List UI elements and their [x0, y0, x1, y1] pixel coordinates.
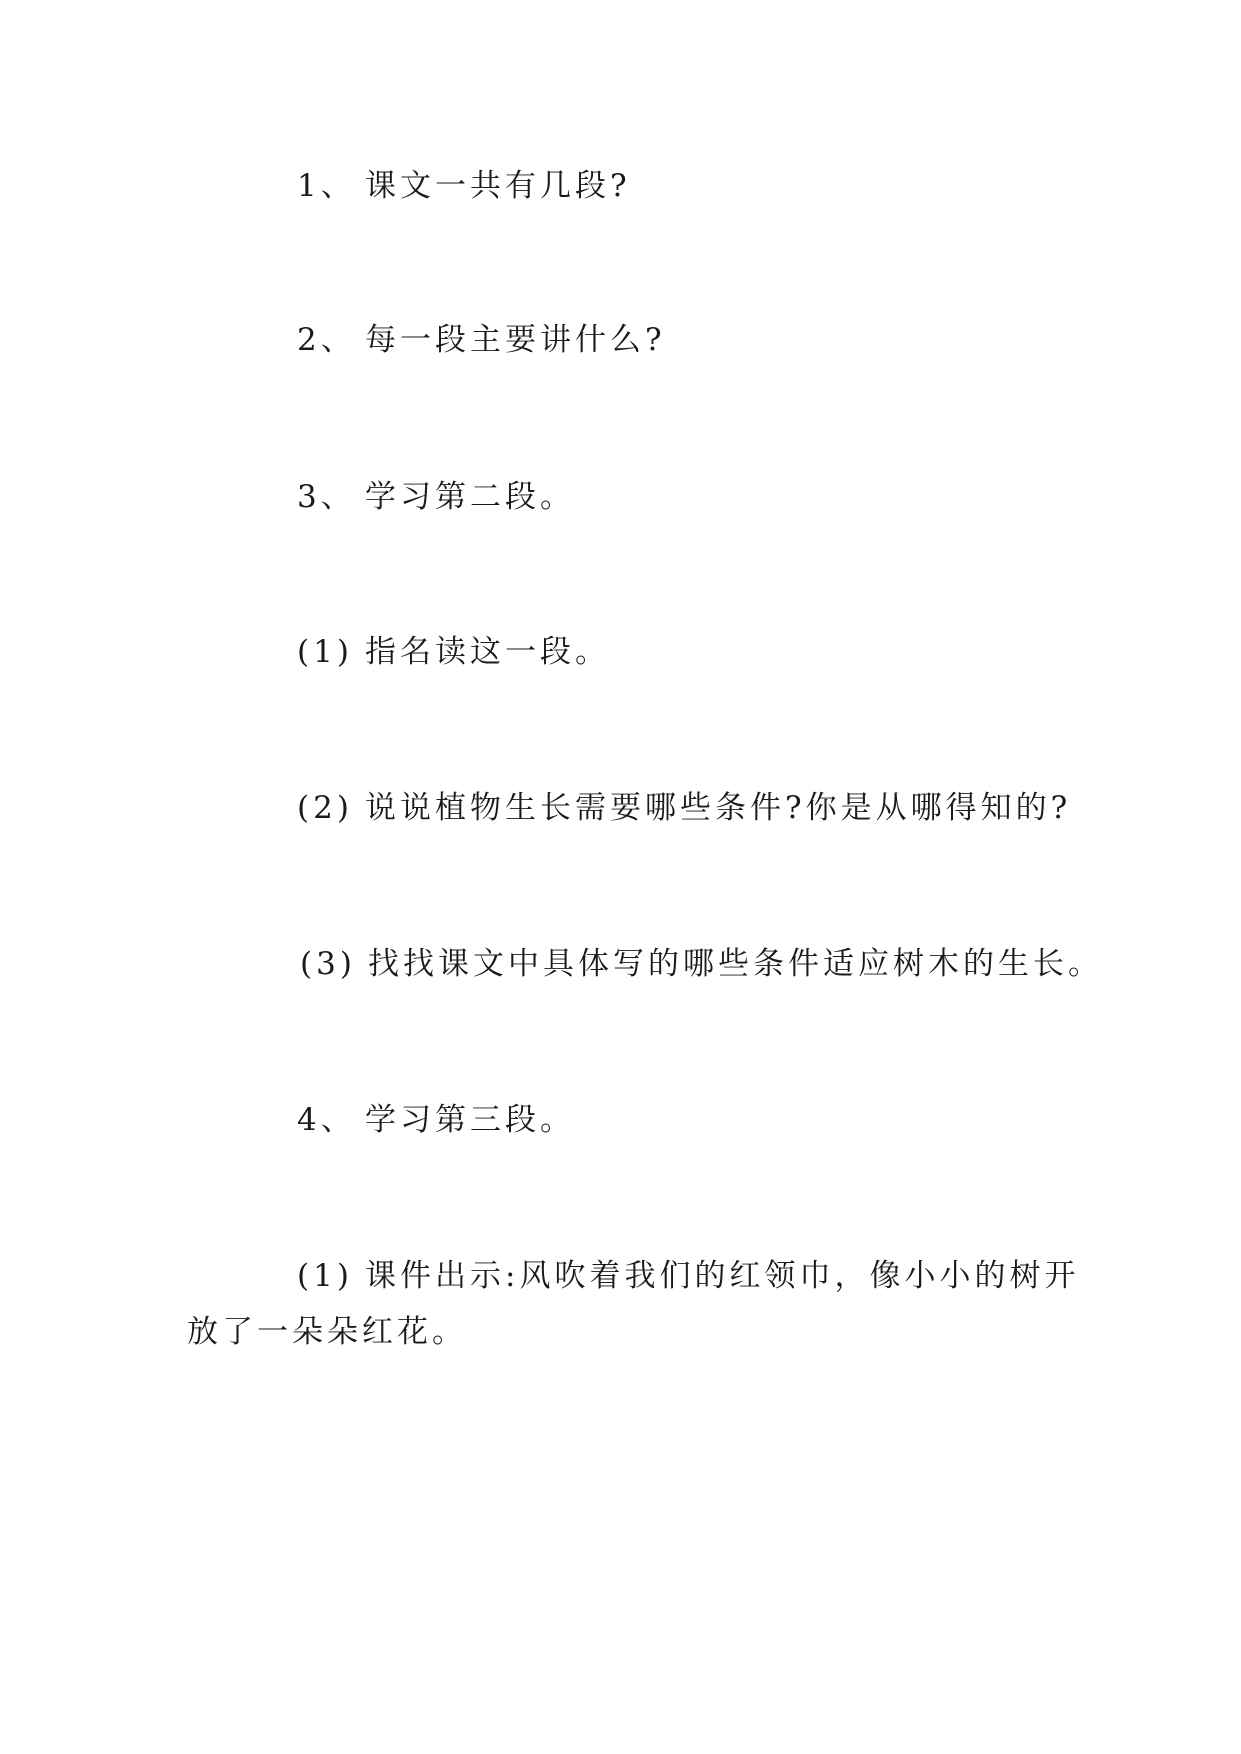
item-text: 学习第二段。	[365, 479, 575, 515]
item-marker: 2、	[297, 322, 356, 358]
list-item	[297, 477, 575, 517]
item-text: 学习第三段。	[365, 1102, 575, 1138]
list-item	[297, 166, 631, 206]
list-item	[300, 944, 1103, 984]
item-text: 找找课文中具体写的哪些条件适应树木的生长。	[368, 946, 1103, 982]
item-marker: (1)	[297, 634, 353, 670]
item-marker: 4、	[297, 1102, 356, 1138]
item-marker: (2)	[297, 790, 353, 826]
item-marker: 1、	[297, 168, 356, 204]
item-marker: (1)	[297, 1258, 353, 1294]
list-item	[297, 1100, 575, 1140]
list-item	[297, 320, 666, 360]
item-marker: (3)	[300, 946, 356, 982]
item-text: 说说植物生长需要哪些条件?你是从哪得知的?	[365, 790, 1072, 826]
item-text: 课件出示:风吹着我们的红领巾，像小小的树开	[365, 1258, 1080, 1294]
list-item	[297, 788, 1071, 828]
item-text: 指名读这一段。	[365, 634, 610, 670]
item-text: 每一段主要讲什么?	[365, 322, 666, 358]
continuation-line: 放了一朵朵红花。	[187, 1314, 467, 1350]
item-marker: 3、	[297, 479, 356, 515]
list-item	[297, 1256, 1079, 1296]
item-text: 课文一共有几段?	[365, 168, 631, 204]
list-item	[297, 632, 610, 672]
